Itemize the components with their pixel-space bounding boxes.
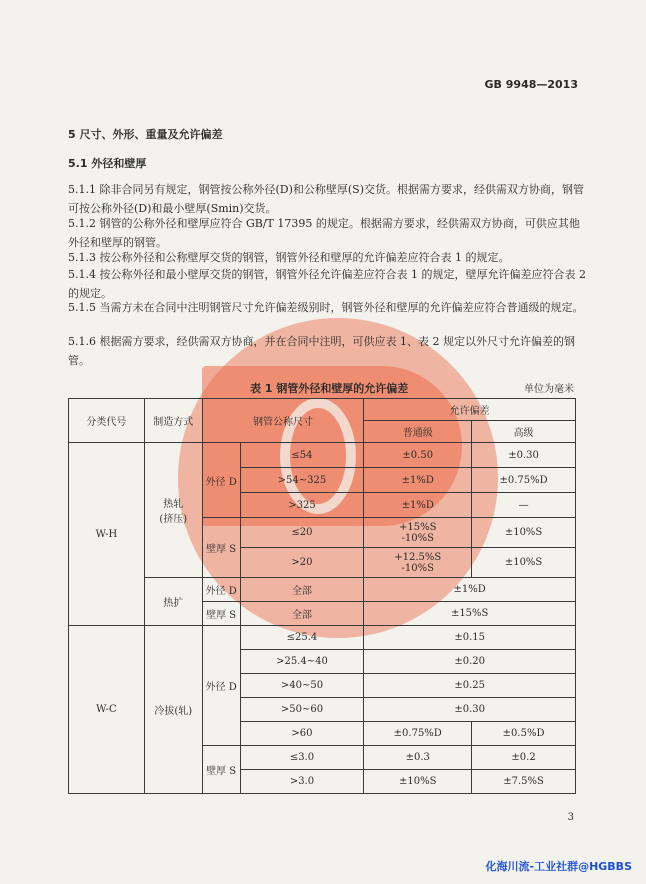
table-cell: ±0.5%D [472,722,576,746]
table-cell: — [472,493,576,518]
table-cell: ±0.75%D [364,722,472,746]
table-cell: >325 [240,493,364,518]
table-cell: 全部 [240,602,364,626]
table-cell: ±10%S [472,548,576,578]
clause-5-1-5: 5.1.5 当需方未在合同中注明钢管尺寸允许偏差级别时，钢管外径和壁厚的允许偏差应符合普通级的规定。 [68,301,584,314]
table-unit: 单位为毫米 [524,384,574,395]
method-hot-expanded: 热扩 [144,578,202,626]
header-nominal-size: 钢管公称尺寸 [202,399,364,443]
table-cell: ±0.15 [364,626,576,650]
table-cell: >3.0 [240,770,364,794]
table-cell-stacked [364,548,472,578]
wh-exp-wt-label: 壁厚 S [202,602,240,626]
table-cell: ±0.2 [472,746,576,770]
table-cell: ±0.20 [364,650,576,674]
table-cell: >40~50 [240,674,364,698]
method-hot-rolled-note: (挤压) [159,514,188,525]
clause-5-1-1: 5.1.1 除非合同另有规定，钢管按公称外径(D)和公称壁厚(S)交货。根据需方要求，经供需双方协商，钢管可按公称外径(D)和最小壁厚(Smin)交货。 [68,183,585,215]
table-cell-upper: +12.5%S [394,551,442,563]
method-cold-drawn: 冷拔(轧) [144,626,202,794]
table-cell: >20 [240,548,364,578]
clause-5-1-4: 5.1.4 按公称外径和最小壁厚交货的钢管，钢管外径允许偏差应符合表 1 的规定，壁厚允许偏差应符合表 2 的规定。 [68,268,586,300]
header-category: 分类代号 [69,399,145,443]
category-wc: W-C [69,626,145,794]
wh-wt-label: 壁厚 S [202,518,240,578]
table-cell: ±0.25 [364,674,576,698]
table-cell: ±7.5%S [472,770,576,794]
table-cell-stacked [364,518,472,548]
method-hot-rolled-label: 热轧 [163,499,184,510]
table-cell: ±10%S [472,518,576,548]
table-cell: >54~325 [240,468,364,493]
wc-od-label: 外径 D [202,626,240,746]
table-cell: ±15%S [364,602,576,626]
method-hot-rolled [144,443,202,578]
subsection-title: 5.1 外径和壁厚 [68,157,147,170]
table-cell: ≤54 [240,443,364,468]
table-cell: ±0.75%D [472,468,576,493]
table-cell: ±1%D [364,493,472,518]
table-cell: ±0.30 [472,443,576,468]
table-cell: ±0.3 [364,746,472,770]
table-cell: >50~60 [240,698,364,722]
table-cell: >60 [240,722,364,746]
table-cell-lower: -10%S [401,532,434,544]
table-cell: ≤3.0 [240,746,364,770]
table-cell: ±1%D [364,468,472,493]
table-cell: ≤25.4 [240,626,364,650]
tolerance-table [68,398,576,794]
footer-credit: 化海川流-工业社群@HGBBS [485,860,632,873]
table-cell: 全部 [240,578,364,602]
table-title: 表 1 钢管外径和壁厚的允许偏差 [250,382,409,395]
header-high-grade: 高级 [472,421,576,443]
table-cell-upper: +15%S [399,521,437,533]
clause-5-1-6: 5.1.6 根据需方要求，经供需双方协商，并在合同中注明，可供应表 1、表 2 规定以外尺寸允许偏差的钢管。 [68,335,575,367]
clause-5-1-3: 5.1.3 按公称外径和公称壁厚交货的钢管，钢管外径和壁厚的允许偏差应符合表 1 的规定。 [68,251,510,264]
standard-number: GB 9948—2013 [484,78,578,91]
table-cell-lower: -10%S [401,562,434,574]
header-normal-grade: 普通级 [364,421,472,443]
table-cell: ≤20 [240,518,364,548]
wh-exp-od-label: 外径 D [202,578,240,602]
table-cell: ±1%D [364,578,576,602]
category-wh: W-H [69,443,145,626]
section-title: 5 尺寸、外形、重量及允许偏差 [68,128,223,141]
table-cell: ±0.30 [364,698,576,722]
table-cell: >25.4~40 [240,650,364,674]
wh-od-label: 外径 D [202,443,240,518]
page-number: 3 [567,812,574,823]
header-method: 制造方式 [144,399,202,443]
wc-wt-label: 壁厚 S [202,746,240,794]
table-cell: ±0.50 [364,443,472,468]
clause-5-1-2: 5.1.2 钢管的公称外径和壁厚应符合 GB/T 17395 的规定。根据需方要求，经供需双方协商，可供应其他外径和壁厚的钢管。 [68,217,580,249]
header-tolerance: 允许偏差 [364,399,576,421]
table-cell: ±10%S [364,770,472,794]
